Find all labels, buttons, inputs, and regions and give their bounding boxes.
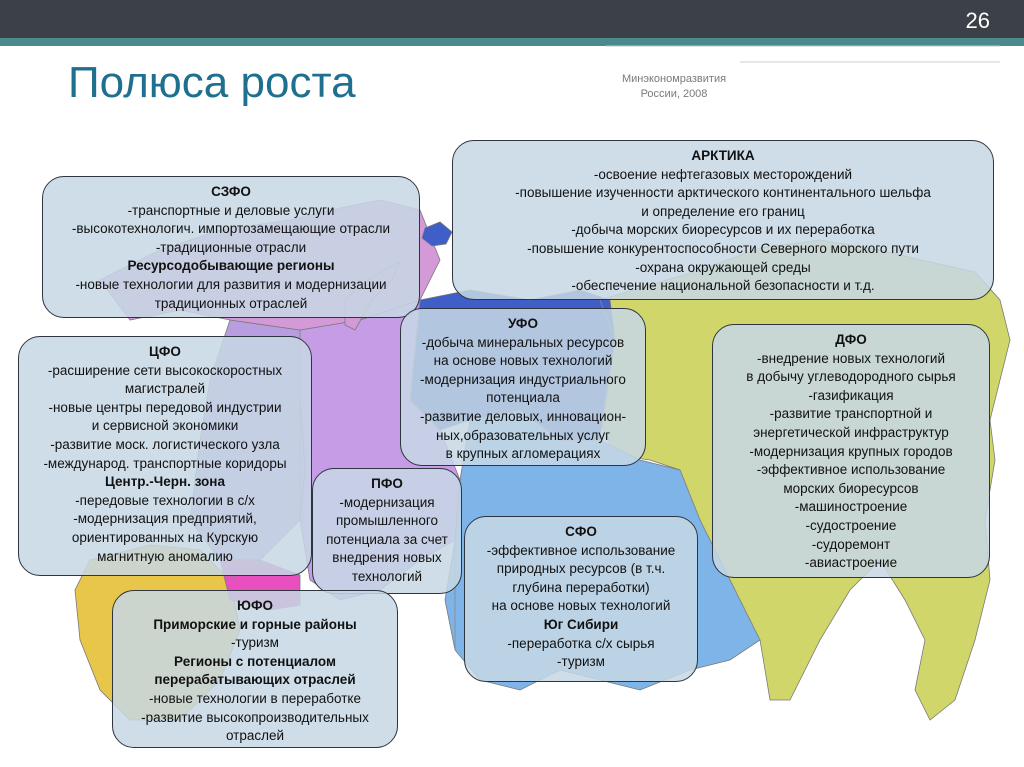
callout-line: -новые центры передовой индустрии — [48, 399, 282, 415]
callout-line: -туризм — [557, 654, 605, 670]
callout-lines — [313, 494, 461, 587]
callout-line: -повышение изученности арктического континентального шельфа — [515, 185, 931, 201]
callout-title: ДФО — [835, 332, 867, 347]
slide-number: 26 — [965, 8, 990, 33]
callout-title: АРКТИКА — [691, 148, 755, 163]
callout-line: и определение его границ — [641, 203, 805, 219]
callout-ufo — [400, 308, 646, 466]
callout-line: перерабатывающих отраслей — [154, 672, 356, 688]
callout-line: -модернизация предприятий, — [73, 511, 257, 527]
callout-line: потенциала — [486, 390, 560, 406]
callout-line: отраслей — [225, 728, 285, 744]
callout-line: в добычу углеводородного сырья — [746, 369, 956, 385]
source-line: России, 2008 — [640, 88, 708, 100]
callout-line: Регионы с потенциалом — [174, 653, 336, 669]
callout-line: магнитную аномалию — [97, 548, 233, 564]
source-note — [612, 72, 736, 102]
callout-arctic — [452, 140, 994, 300]
callout-lines — [713, 350, 989, 573]
callout-lines — [43, 202, 419, 314]
callout-line: -эффективное использование — [486, 542, 676, 558]
callout-line: Юг Сибири — [543, 616, 619, 632]
callout-line: -внедрение новых технологий — [756, 350, 946, 366]
callout-lines — [19, 362, 311, 567]
callout-line: -судостроение — [805, 517, 897, 533]
callout-line: магистралей — [124, 381, 206, 397]
callout-title: УФО — [508, 316, 538, 331]
callout-line: энергетической инфраструктур — [753, 424, 949, 440]
callout-title: СЗФО — [211, 184, 251, 199]
callout-line: -добыча морских биоресурсов и их переработка — [571, 222, 875, 238]
callout-line: природных ресурсов (в т.ч. — [496, 561, 666, 577]
slide-title: Полюса роста — [68, 58, 356, 107]
callout-line: -газификация — [808, 387, 894, 403]
callout-title: СФО — [565, 524, 597, 539]
callout-line: -новые технологии для развития и модернизации — [75, 276, 387, 292]
callout-line: -передовые технологии в с/х — [75, 492, 255, 508]
callout-line: Ресурсодобывающие регионы — [127, 258, 335, 274]
callout-line: -развитие деловых, инновацион- — [419, 408, 627, 424]
callout-dfo — [712, 324, 990, 578]
callout-line: Приморские и горные районы — [153, 616, 357, 632]
callout-lines — [401, 334, 645, 464]
callout-line: -расширение сети высокоскоростных — [47, 362, 283, 378]
callout-line: морских биоресурсов — [783, 480, 919, 496]
source-line: Минэкономразвития — [621, 73, 727, 85]
callout-line: -новые технологии в переработке — [148, 690, 361, 706]
callout-lines — [453, 166, 993, 296]
callout-line: в крупных агломерациях — [445, 446, 601, 462]
callout-title: ЦФО — [149, 344, 181, 359]
callout-lines — [113, 616, 397, 746]
callout-line: -повышение конкурентоспособности Северного морского пути — [527, 240, 919, 256]
callout-line: -обеспечение национальной безопасности и т.д. — [571, 278, 875, 294]
callout-line: ориентированных на Курскую — [71, 529, 259, 545]
callout-pfo — [312, 468, 462, 594]
callout-sfo — [464, 516, 698, 682]
callout-yufo — [112, 590, 398, 748]
callout-line: глубина переработки) — [512, 579, 650, 595]
callout-line: -традиционные отрасли — [155, 239, 307, 255]
callout-line: и сервисной экономики — [91, 418, 239, 434]
callout-line: -машиностроение — [794, 499, 908, 515]
callout-line: -судоремонт — [811, 536, 891, 552]
callout-line: -эффективное использование — [756, 462, 946, 478]
callout-line: -развитие моск. логистического узла — [50, 436, 280, 452]
callout-line: технологий — [351, 568, 423, 584]
callout-line: -переработка с/х сырья — [507, 635, 655, 651]
callout-szfo — [42, 176, 420, 318]
callout-line: потенциала за счет — [326, 531, 448, 547]
callout-line: -авиастроение — [804, 555, 898, 571]
callout-line: -транспортные и деловые услуги — [127, 202, 335, 218]
callout-line: -туризм — [231, 635, 279, 651]
callout-line: -модернизация индустриального — [420, 371, 626, 387]
callout-title: ЮФО — [237, 598, 273, 613]
callout-line: внедрения новых — [332, 550, 442, 566]
callout-line: Центр.-Черн. зона — [105, 474, 225, 490]
callout-line: на основе новых технологий — [433, 353, 613, 369]
callout-line: -охрана окружающей среды — [635, 259, 811, 275]
callout-line: -добыча минеральных ресурсов — [421, 334, 625, 350]
callout-line: на основе новых технологий — [491, 598, 671, 614]
callout-line: традиционных отраслей — [154, 295, 308, 311]
callout-line: -международ. транспортные коридоры — [43, 455, 287, 471]
callout-line: -высокотехнологич. импортозамещающие отрасли — [71, 221, 391, 237]
callout-line: -развитие транспортной и — [769, 406, 933, 422]
callout-cfo — [18, 336, 312, 576]
callout-lines — [465, 542, 697, 672]
callout-line: -развитие высокопроизводительных — [141, 709, 369, 725]
callout-line: ных,образовательных услуг — [435, 427, 611, 443]
callout-line: -освоение нефтегазовых месторождений — [593, 166, 853, 182]
callout-line: -модернизация — [339, 494, 435, 510]
callout-title: ПФО — [371, 476, 403, 491]
callout-line: промышленного — [335, 513, 439, 529]
callout-line: -модернизация крупных городов — [749, 443, 953, 459]
